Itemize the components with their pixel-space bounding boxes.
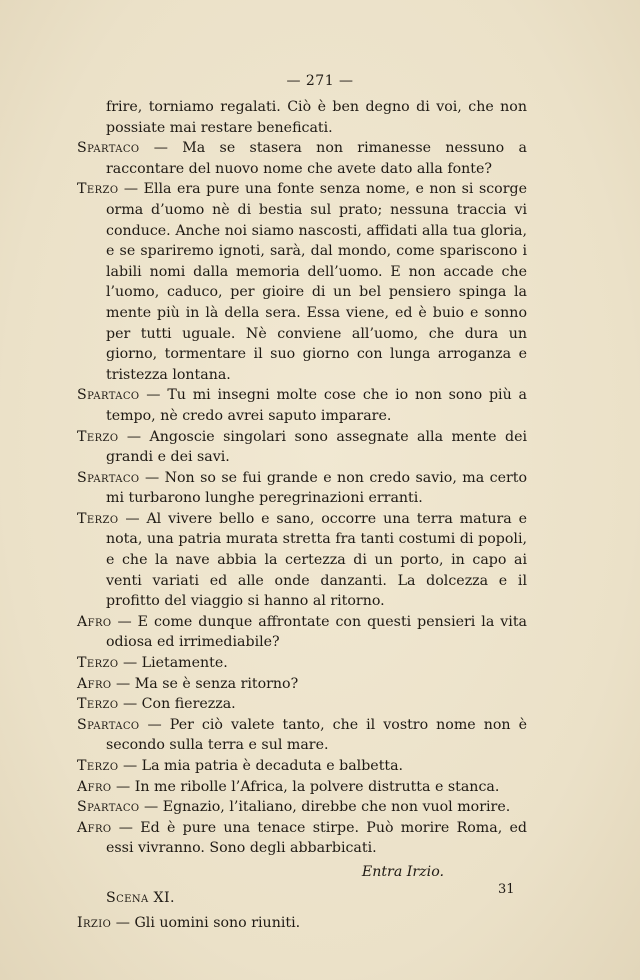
speaker-name: Terzo (77, 758, 119, 774)
dialogue-line: Terzo — Angoscie singolari sono assegnate alla mente dei grandi e dei savi. (77, 428, 528, 466)
page-number: — 271 — (286, 73, 354, 89)
dialogue-text: Con fierezza. (141, 696, 236, 713)
dialogue-line: Terzo — Al vivere bello e sano, occorre una terra matura e nota, una patria murata stretta fra tanti costumi di popoli, e che la nave abbia la certezza di un porto, in capo ai venti variati ed alle onde danzanti. La dolcezza e il profitto del viaggio si hanno al ritorno. (77, 510, 527, 610)
speaker-name: Terzo (77, 510, 119, 527)
dialogue-text: Ed è pure una tenace stirpe. Può morire Roma, ed essi vivranno. Sono degli abbarbicati. (106, 819, 527, 857)
speaker-name: Afro (77, 613, 112, 630)
speaker-name: Terzo (77, 428, 119, 445)
dialogue-text: La mia patria è decaduta e balbetta. (141, 758, 404, 774)
dialogue-line: Spartaco — Ma se stasera non rimanesse nessuno a raccontare del nuovo nome che avete dato alla fonte? (77, 140, 527, 177)
dialogue-text: Per ciò valete tanto, che il vostro nome non è secondo sulla terra e sul mare. (106, 716, 527, 754)
speaker-name: Terzo (77, 655, 119, 672)
dialogue-text: Ma se stasera non rimanesse nessuno a raccontare del nuovo nome che avete dato alla fonte? (106, 140, 527, 177)
speaker-name: Irzio (77, 915, 112, 932)
signature-mark: 31 (498, 882, 515, 897)
dialogue-text: Non so se fui grande e non credo savio, ma certo mi turbarono lunghe peregrinazioni erranti. (106, 469, 527, 507)
speaker-name: Terzo (77, 181, 119, 198)
dialogue-line: Afro — In me ribolle l’Africa, la polvere distrutta e stanca. (77, 778, 500, 795)
speaker-name: Afro (77, 778, 112, 795)
dialogue-line: Spartaco — Non so se fui grande e non credo savio, ma certo mi turbarono lunghe peregrinazioni erranti. (77, 469, 527, 507)
speaker-name: Afro (77, 675, 112, 692)
dialogue-line: Terzo — La mia patria è decaduta e balbetta. (77, 758, 404, 774)
dialogue-text: In me ribolle l’Africa, la polvere distrutta e stanca. (134, 778, 500, 795)
dialogue-text: Tu mi insegni molte cose che io non sono più a tempo, nè credo avrei saputo imparare. (106, 387, 527, 424)
dialogue-line: Afro — E come dunque affrontate con questi pensieri la vita odiosa ed irrimediabile? (77, 613, 527, 651)
dialogue-text: Lietamente. (141, 655, 228, 672)
dialogue-line: Spartaco — Tu mi insegni molte cose che io non sono più a tempo, nè credo avrei saputo imparare. (77, 387, 527, 424)
speaker-name: Terzo (77, 696, 119, 713)
scene-heading: Scena XI. (106, 889, 175, 906)
dialogue-text: Ma se è senza ritorno? (134, 675, 299, 692)
dialogue-line: Terzo — Con fierezza. (77, 696, 236, 713)
dialogue-text: E come dunque affrontate con questi pensieri la vita odiosa ed irrimediabile? (106, 613, 527, 651)
speaker-name: Spartaco (77, 387, 140, 404)
continuation-paragraph: frire, torniamo regalati. Ciò è ben degno di voi, che non possiate mai restare beneficati. (106, 99, 527, 136)
dialogue-line: Terzo — Lietamente. (77, 655, 228, 672)
speaker-name: Spartaco (77, 799, 140, 816)
dialogue-text: Angoscie singolari sono assegnate alla mente dei grandi e dei savi. (106, 428, 528, 466)
speaker-name: Spartaco (77, 716, 140, 733)
dialogue-line: Afro — Ed è pure una tenace stirpe. Può morire Roma, ed essi vivranno. Sono degli abbarbicati. (77, 819, 527, 857)
dialogue-line: Terzo — Ella era pure una fonte senza nome, e non si scorge orma d’uomo nè di bestia sul prato; nessuna traccia vi conduce. Anche noi siamo nascosti, affidati alla tua gloria, e se spariremo ignoti, sarà, dal mondo, come spariscono i labili nomi dalla memoria dell’uomo. E non accade che l’uomo, caduco, per gioire di un bel pensiero spinga la mente più in là della sera. Essa viene, ed è buio e sonno per tutti uguale. Nè conviene all’uomo, che dura un giorno, tormentare il suo giorno con lunga arroganza e tristezza lontana. (77, 181, 527, 383)
dialogue-text: Gli uomini sono riuniti. (134, 915, 301, 932)
dialogue-text: Ella era pure una fonte senza nome, e non si scorge orma d’uomo nè di bestia sul prato; nessuna traccia vi conduce. Anche noi siamo nascosti, affidati alla tua gloria, e se spariremo ignoti, sarà, dal mondo, come spariscono i labili nomi dalla memoria dell’uomo. E non accade che l’uomo, caduco, per gioire di un bel pensiero spinga la mente più in là della sera. Essa viene, ed è buio e sonno per tutti uguale. Nè conviene all’uomo, che dura un giorno, tormentare il suo giorno con lunga arroganza e tristezza lontana. (106, 181, 527, 383)
dialogue-line: Spartaco — Per ciò valete tanto, che il vostro nome non è secondo sulla terra e sul mare. (77, 716, 527, 754)
dialogue-text: Al vivere bello e sano, occorre una terra matura e nota, una patria murata stretta fra tanti costumi di popoli, e che la nave abbia la certezza di un porto, in capo ai venti variati ed alle onde danzanti. La dolcezza e il profitto del viaggio si hanno al ritorno. (106, 510, 527, 610)
dialogue-line: Irzio — Gli uomini sono riuniti. (77, 915, 301, 932)
speaker-name: Spartaco (77, 140, 140, 157)
speaker-name: Spartaco (77, 469, 140, 486)
dialogue-line: Spartaco — Egnazio, l’italiano, direbbe che non vuol morire. (77, 799, 511, 816)
body-text (77, 97, 527, 934)
dialogue-line: Afro — Ma se è senza ritorno? (77, 675, 299, 692)
dialogue-text: Egnazio, l’italiano, direbbe che non vuol morire. (162, 799, 511, 816)
speaker-name: Afro (77, 819, 112, 836)
stage-direction: Entra Irzio. (361, 863, 444, 880)
